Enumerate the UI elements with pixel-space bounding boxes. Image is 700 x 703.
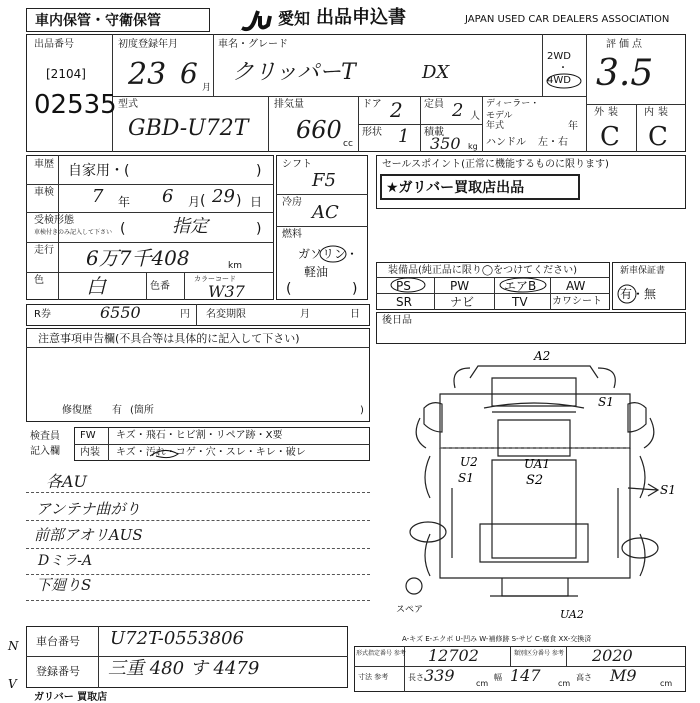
afterword-box bbox=[376, 312, 686, 344]
mark-left-mid2: S1 bbox=[458, 471, 474, 485]
vehicle-info-box bbox=[26, 155, 274, 300]
equip-navi: ナビ bbox=[450, 295, 475, 309]
acceptance-paren-close: ) bbox=[256, 221, 262, 237]
mileage-label: 走行 bbox=[34, 245, 54, 256]
recycle-box bbox=[26, 304, 370, 326]
ju-logo-icon bbox=[238, 8, 278, 32]
acceptance-paren-open: ( bbox=[120, 221, 126, 237]
warranty-label: 新車保証書 bbox=[620, 266, 666, 276]
dealer-l3: 年式 bbox=[486, 121, 505, 131]
fuel-label: 燃料 bbox=[282, 229, 302, 240]
payload-label: 積載 bbox=[424, 127, 444, 138]
bottom-stamp-text: ガリバー 買取店 bbox=[34, 692, 108, 703]
fuel-paren-close: ) bbox=[352, 281, 358, 297]
drive-4wd-circle bbox=[544, 72, 584, 90]
payload-value: 350 bbox=[430, 134, 461, 153]
dims-width: 147 bbox=[510, 666, 541, 685]
registration-year: 23 bbox=[128, 57, 167, 92]
acceptance-note: 車検付きのみ記入して下さい bbox=[34, 229, 113, 236]
dims-height-unit: cm bbox=[660, 679, 673, 688]
repair-close: ) bbox=[360, 405, 364, 416]
mark-center2: S2 bbox=[526, 473, 544, 488]
inspector-dirt-circle bbox=[146, 444, 182, 462]
inspection-paren-open: ( bbox=[200, 193, 206, 209]
color-code-label: カラーコード bbox=[194, 275, 236, 283]
selling-point-stamp bbox=[380, 174, 580, 200]
org-name: 愛知 bbox=[278, 9, 311, 28]
warranty-options: 有・無 bbox=[620, 287, 657, 301]
storage-tag bbox=[26, 8, 210, 32]
form-title: 出品申込書 bbox=[316, 7, 406, 28]
capacity-value: 2 bbox=[452, 100, 464, 121]
type-value: GBD-U72T bbox=[128, 116, 249, 141]
inspection-month: 6 bbox=[162, 186, 174, 207]
registration-month-unit: 月 bbox=[202, 83, 212, 93]
notes-label: 注意事項申告欄(不具合等は具体的に記入して下さい) bbox=[38, 332, 300, 345]
inspector-interior-text: キズ・汚れ・コゲ・穴・スレ・キレ・破レ bbox=[116, 447, 306, 458]
dims-len-unit: cm bbox=[476, 679, 489, 688]
inspector-label1: 検査員 bbox=[30, 431, 60, 442]
inspector-interior: 内装 bbox=[80, 447, 100, 458]
fuel-diesel: 軽油 bbox=[304, 265, 329, 279]
shape-label: 形状 bbox=[362, 127, 382, 138]
score-label: 評価点 bbox=[606, 39, 645, 50]
dealer-year-unit: 年 bbox=[568, 121, 578, 132]
recycle-value: 6550 bbox=[100, 303, 141, 322]
equip-leather: カワシート bbox=[552, 296, 602, 307]
inspection-label: 車検 bbox=[34, 187, 54, 198]
dims-width-lbl: 幅 bbox=[494, 673, 502, 682]
registration-month: 6 bbox=[180, 57, 198, 90]
aircon-label: 冷房 bbox=[282, 197, 302, 208]
equip-sr: SR bbox=[396, 295, 412, 309]
equipment-label: 装備品(純正品に限り◯をつけてください) bbox=[388, 265, 577, 276]
selling-point-value: ★ガリバー買取店出品 bbox=[386, 180, 525, 196]
repair-part: (箇所 bbox=[130, 405, 154, 416]
doors-value: 2 bbox=[390, 98, 403, 122]
type-label: 型式 bbox=[118, 99, 138, 110]
history-label: 車歴 bbox=[34, 159, 54, 170]
displacement-value: 660 bbox=[296, 116, 342, 144]
score-value: 3.5 bbox=[596, 53, 654, 94]
doors-label: ドア bbox=[362, 99, 382, 110]
plate-label: 登録番号 bbox=[36, 665, 80, 678]
capacity-label: 定員 bbox=[424, 99, 444, 110]
note-line-5: 下廻りS bbox=[36, 576, 92, 594]
selling-point-label: セールスポイント(正常に機能するものに限ります) bbox=[382, 159, 609, 170]
inspection-paren-close: ) bbox=[236, 193, 242, 209]
afterword-label: 後日品 bbox=[382, 315, 412, 326]
mileage-value: 6万7千408 bbox=[86, 246, 190, 270]
mark-center1: UA1 bbox=[524, 457, 551, 471]
model-grade: DX bbox=[422, 62, 450, 83]
dims-width-unit: cm bbox=[558, 679, 571, 688]
dims-label1: 形式指定番号 参考 bbox=[356, 650, 406, 657]
drive-dot: ・ bbox=[558, 63, 568, 74]
side-mark-v: V bbox=[8, 677, 17, 691]
association-name: JAPAN USED CAR DEALERS ASSOCIATION bbox=[465, 14, 670, 25]
interior-label: 内装 bbox=[644, 107, 672, 118]
spare-label: スペア bbox=[396, 605, 424, 615]
recycle-label: R券 bbox=[34, 309, 51, 320]
equip-pw: PW bbox=[450, 279, 470, 293]
chassis-label: 車台番号 bbox=[36, 635, 80, 648]
mark-top: A2 bbox=[534, 349, 551, 363]
dims-len: 339 bbox=[424, 666, 455, 685]
equip-ps-circle bbox=[388, 276, 428, 294]
name-change-label: 名変期限 bbox=[206, 309, 246, 320]
mark-left-mid: U2 bbox=[460, 455, 478, 469]
fuel-paren-open: ( bbox=[286, 281, 292, 297]
dims-v1: 12702 bbox=[428, 646, 479, 665]
drive-4wd: 4WD bbox=[547, 75, 571, 86]
dealer-l1: ディーラー・ bbox=[486, 99, 540, 109]
payload-unit: kg bbox=[468, 142, 478, 151]
mark-bottom: UA2 bbox=[560, 608, 584, 621]
inspector-label2: 記入欄 bbox=[30, 446, 60, 457]
dims-label2: 類別区分番号 参考 bbox=[514, 650, 564, 657]
inspection-m: 月 bbox=[188, 195, 201, 209]
inspection-day: 29 bbox=[212, 186, 235, 207]
shift-label: シフト bbox=[282, 159, 312, 170]
plate-value: 三重 480 す 4479 bbox=[108, 658, 260, 679]
color-value: 白 bbox=[86, 274, 106, 298]
car-damage-diagram bbox=[396, 348, 686, 621]
color-code: W37 bbox=[208, 282, 245, 301]
svg-text:Ju: Ju bbox=[240, 31, 241, 32]
recycle-unit: 円 bbox=[180, 309, 190, 320]
mark-right: S1 bbox=[598, 395, 614, 409]
inspection-year: 7 bbox=[92, 186, 104, 207]
fuel-gas-circle bbox=[318, 244, 348, 264]
lot-label: 出品番号 bbox=[34, 39, 74, 50]
registration-label: 初度登録年月 bbox=[118, 39, 178, 50]
displacement-unit: cc bbox=[343, 139, 353, 149]
fuel-gas: ガソリン・ bbox=[298, 247, 359, 261]
exterior-label: 外装 bbox=[594, 107, 622, 118]
warranty-yes-circle bbox=[615, 283, 639, 305]
inspector-fw-text: キズ・飛石・ヒビ割・リペア跡・X要 bbox=[116, 430, 283, 441]
color-number-label: 色番 bbox=[150, 281, 170, 292]
inspector-fw: FW bbox=[80, 430, 96, 441]
color-label: 色 bbox=[34, 275, 44, 286]
damage-legend: A-キズ E-エクボ U-凹み W-補修跡 S-サビ C-腐食 XX-交換済 bbox=[402, 635, 592, 643]
name-change-day: 日 bbox=[350, 309, 360, 320]
mark-side-right: S1 bbox=[660, 483, 676, 497]
dims-height: M9 bbox=[610, 666, 637, 685]
history-close: ) bbox=[256, 163, 262, 179]
inspection-y: 年 bbox=[118, 195, 131, 209]
side-mark-n: N bbox=[8, 639, 19, 653]
equip-aw: AW bbox=[566, 279, 586, 293]
main-grid-top bbox=[26, 34, 686, 152]
lot-number: 02535 bbox=[34, 90, 117, 120]
equip-ps: PS bbox=[396, 279, 411, 293]
dealer-l2: モデル bbox=[486, 111, 513, 121]
name-change-month: 月 bbox=[300, 309, 310, 320]
inspection-d: 日 bbox=[250, 195, 263, 209]
shift-value: F5 bbox=[312, 170, 336, 191]
dims-height-lbl: 高さ bbox=[576, 673, 592, 682]
aircon-value: AC bbox=[312, 202, 339, 223]
capacity-unit: 人 bbox=[470, 111, 480, 122]
equip-airbag-circle bbox=[498, 276, 548, 294]
history-value: 自家用・( bbox=[68, 163, 130, 179]
mileage-unit: km bbox=[228, 261, 242, 271]
shape-value: 1 bbox=[398, 126, 410, 147]
note-line-1: 各AU bbox=[46, 472, 88, 491]
lot-bracket: [2104] bbox=[46, 67, 86, 81]
dims-len-label: 寸法 参考 bbox=[358, 673, 389, 681]
note-line-3: 前部アオリAUS bbox=[34, 526, 143, 544]
dims-v2: 2020 bbox=[592, 646, 633, 665]
chassis-value: U72T-0553806 bbox=[110, 628, 245, 649]
repair-label: 修復歴 bbox=[62, 405, 92, 416]
ju-logo bbox=[238, 8, 278, 32]
model-label: 車名・グレード bbox=[218, 39, 288, 50]
exterior-grade: C bbox=[600, 122, 620, 152]
acceptance-label: 受検形態 bbox=[34, 215, 74, 226]
drive-2wd: 2WD bbox=[547, 51, 571, 62]
displacement-label: 排気量 bbox=[274, 99, 304, 110]
equip-tv: TV bbox=[512, 295, 528, 309]
handle-options: 左・右 bbox=[538, 137, 568, 148]
dims-len-lbl: 長さ bbox=[408, 673, 424, 682]
acceptance-value: 指定 bbox=[172, 216, 208, 237]
model-name: クリッパーT bbox=[232, 60, 356, 85]
repair-value: 有 bbox=[112, 405, 122, 416]
handle-label: ハンドル bbox=[486, 137, 526, 148]
note-line-4: Dミラ-A bbox=[38, 553, 93, 569]
note-line-2: アンテナ曲がり bbox=[36, 500, 141, 518]
storage-tag-text: 車内保管・守衛保管 bbox=[35, 13, 161, 29]
equip-airbag: エアB bbox=[504, 279, 537, 293]
interior-grade: C bbox=[648, 122, 668, 152]
